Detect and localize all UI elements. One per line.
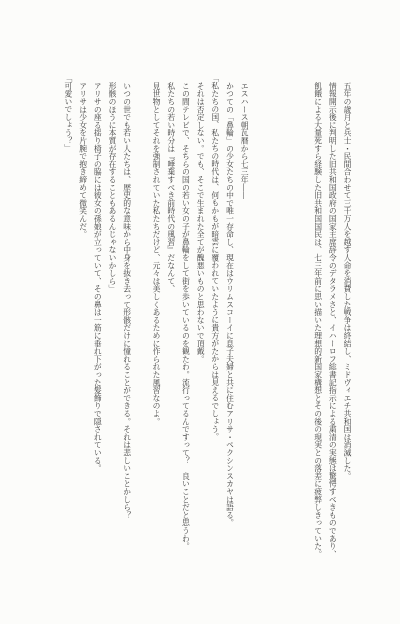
monologue-line-5: 見世物としてそれを強制されていた私たちだけど、元々は美しくあるために作られた風習なのよ。 [152, 81, 162, 425]
closing-quote: 「可愛いでしょう？」 [63, 74, 73, 152]
monologue-line-3: この間テレビで、そちらの国の若い女の子が鼻輪をして街を歩いているのを観たわ。流行ってるんですって？ 良いことだと思うわ。 [181, 81, 191, 550]
intro-line-3: 飢餓による大量死すら経験した旧共和国国民は、七三年前に思い描いた理想的新国家構想とその後の現実との落差に疲弊しきっていた。 [313, 81, 323, 558]
narration-line-2: アリサの座る揺り椅子の脇には彼女の孫娘が立っていて、その鼻は一筋に垂れ下がった髪飾りで隠されている。 [93, 81, 103, 472]
monologue-line-2: それは否定しない。でも、そこで生まれた全てが醜悪いものと思わないで頂戴。 [196, 81, 206, 363]
blank-line [266, 74, 281, 566]
section-marker: エスハース朝瓦暦から七三年―― [240, 81, 250, 199]
intro-line-2: 情報開示後に判明した旧共和国政府の国家主席辞令のデタラメさと、イハーロフ総書記指示による粛清の実態は驚愕すべきものであり、 [328, 81, 338, 558]
vertical-text-block [60, 74, 354, 566]
monologue-line-6: いつの世でも若い人たちは、歴史的な意味から中身を抜き去って形骸だけに憧れることができる。それは悲しいことかしら？ [122, 81, 132, 519]
blank-line [281, 74, 296, 566]
monologue-line-4: 私たちの若い時分は『唾棄すべき前時代の風習』だなんて、 [166, 81, 176, 293]
blank-line [251, 74, 266, 566]
blank-line [134, 74, 149, 566]
intro-line-1: 五年の歳月と兵士・民間合わせて三千万人を越す人命を消費した戦争は終結し、ミドヴィエチ共和国は消滅した。 [343, 81, 352, 480]
monologue-line-1: 「私たちの国、私たちの時代は、何もかもが暗雲に覆われていたように貴方がたからは見えるでしょう。 [210, 74, 220, 441]
narration-line: かつての「鼻輪」の少女たちの中で唯一存命し、現在はウリムスコーイに息子夫婦と共に住むアリサ・ペクシンスカヤは語る。 [225, 81, 235, 527]
blank-line [295, 74, 310, 566]
narration-line-3: アリサは少女を片腕で抱き締めて微笑んだ。 [78, 81, 88, 238]
monologue-line-7: 形骸のほうに本質が存在することもあるんじゃないかしら」 [108, 81, 117, 293]
